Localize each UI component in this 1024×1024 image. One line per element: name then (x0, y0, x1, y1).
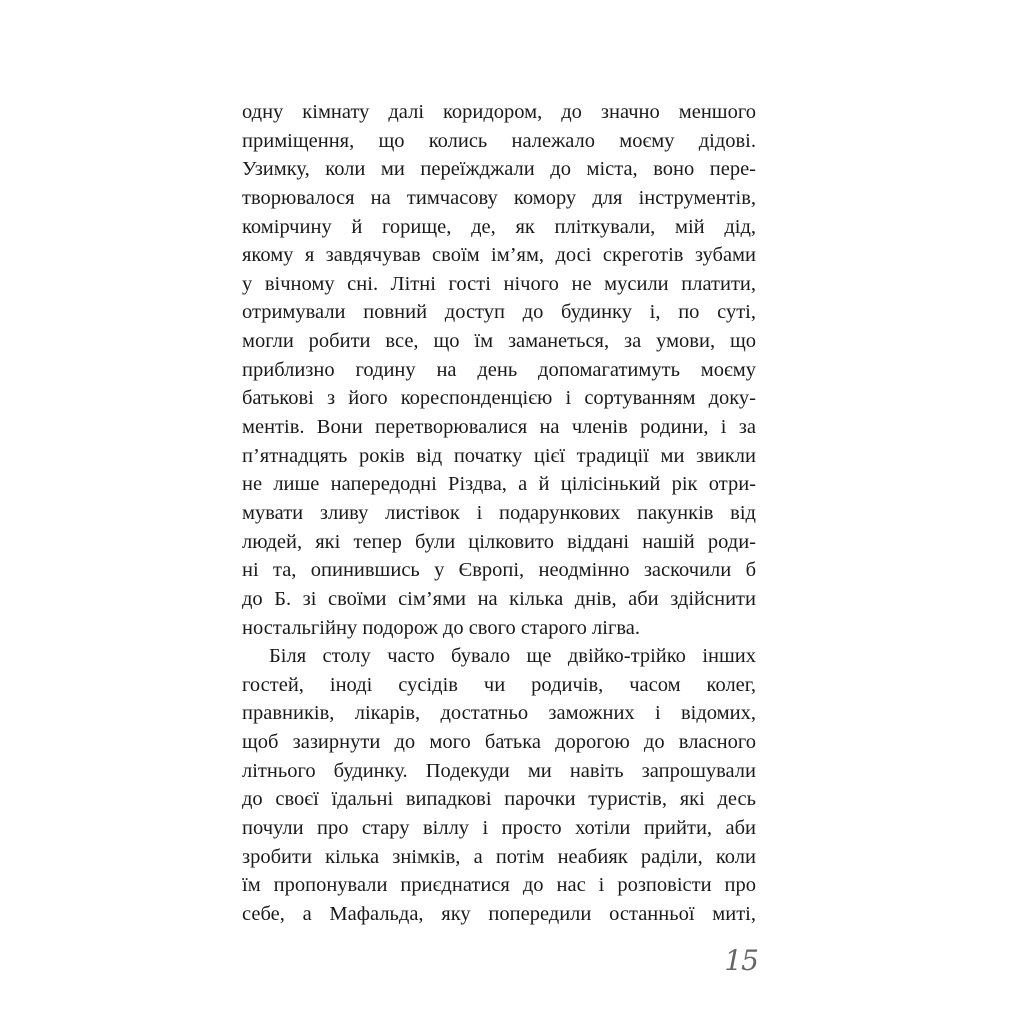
text-line: якому я завдячував своїм ім’ям, досі скреготів зубами (242, 244, 756, 267)
body-text (242, 98, 756, 929)
text-line: Узимку, коли ми переїжджали до міста, воно пере- (242, 158, 756, 181)
text-line: не лише напередодні Різдва, а й цілісінький рік отри- (242, 473, 756, 496)
text-line: Біля столу часто бувало ще двійко-трійко інших (269, 645, 756, 668)
text-line: п’ятнадцять років від початку цієї традиції ми звикли (242, 444, 756, 467)
text-line: до Б. зі своїми сім’ями на кілька днів, аби здійснити (242, 587, 756, 610)
text-line: їм пропонували приєднатися до нас і розповісти про (242, 874, 756, 897)
text-line: правників, лікарів, достатньо заможних і відомих, (242, 702, 756, 725)
text-line: приміщення, що колись належало моєму дідові. (242, 129, 756, 152)
text-line: ностальгійну подорож до свого старого лігва. (242, 616, 641, 639)
text-line: творювалося на тимчасову комору для інструментів, (242, 186, 756, 209)
text-line: до своєї їдальні випадкові парочки туристів, які десь (242, 788, 756, 811)
text-line: щоб зазирнути до мого батька дорогою до власного (242, 731, 756, 754)
paragraph-2 (242, 642, 756, 928)
text-line: ментів. Вони перетворювалися на членів родини, і за (242, 416, 756, 439)
paragraph-1 (242, 98, 756, 642)
text-line: літнього будинку. Подекуди ми навіть запрошували (242, 759, 756, 782)
text-line: могли робити все, що їм заманеться, за умови, що (242, 330, 756, 353)
text-line: зробити кілька знімків, а потім неабияк раділи, коли (242, 845, 756, 868)
text-line: людей, які тепер були цілковито віддані нашій роди- (242, 530, 756, 553)
text-line: комірчину й горище, де, як пліткували, мій дід, (242, 215, 756, 238)
text-line: себе, а Мафальда, яку попередили останньої миті, (242, 902, 756, 925)
text-line: батькові з його кореспонденцією і сортуванням доку- (242, 387, 756, 410)
text-line: ні та, опинившись у Європі, неодмінно заскочили б (242, 559, 756, 582)
text-line: приблизно годину на день допомагатимуть моєму (242, 358, 756, 381)
text-line: почули про стару віллу і просто хотіли прийти, аби (242, 817, 756, 840)
page-number: 15 (724, 944, 758, 977)
text-line: мувати зливу листівок і подарункових пакунків від (242, 501, 756, 524)
text-line: гостей, іноді сусідів чи родичів, часом колег, (242, 673, 756, 696)
text-line: отримували повний доступ до будинку і, по суті, (242, 301, 756, 324)
text-line: у вічному сні. Літні гості нічого не мусили платити, (242, 272, 756, 295)
text-line: одну кімнату далі коридором, до значно меншого (242, 101, 756, 123)
